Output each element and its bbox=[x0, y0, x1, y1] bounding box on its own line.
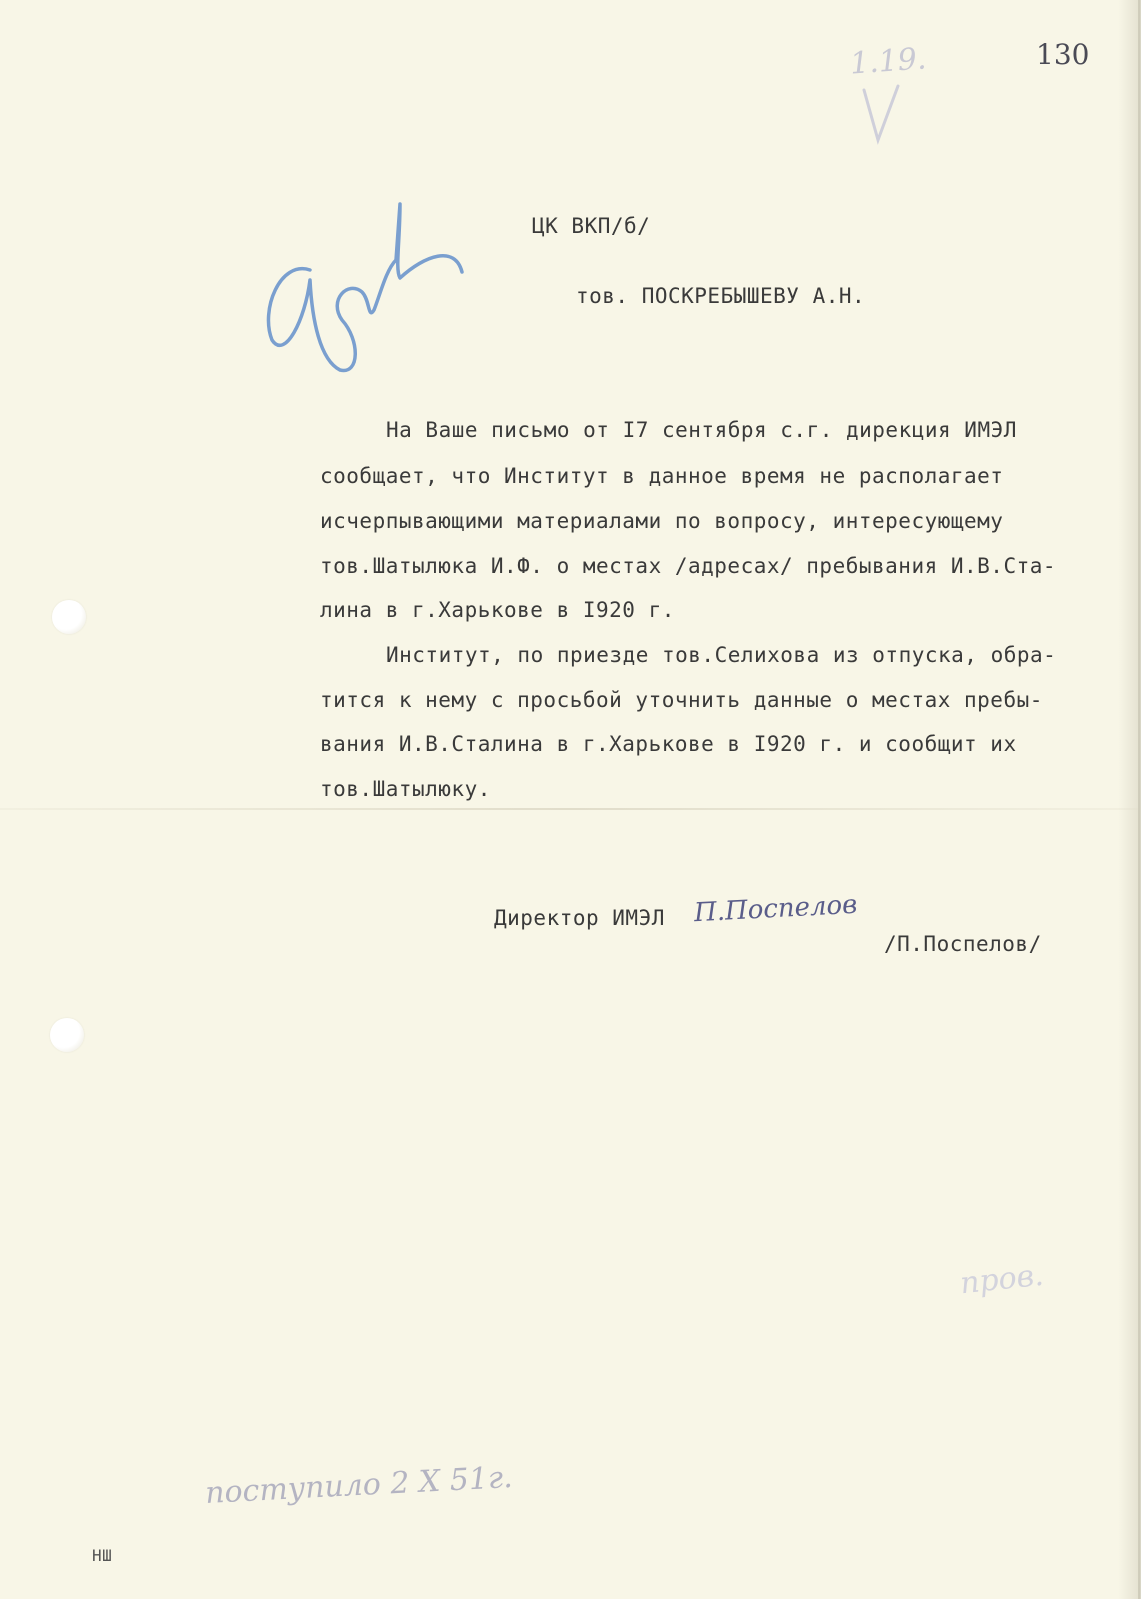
blue-pencil-resolution-scribble bbox=[250, 200, 480, 420]
addressee-name: тов. ПОСКРЕБЫШЕВУ А.Н. bbox=[576, 284, 866, 308]
body-line-9: тов.Шатылюку. bbox=[320, 777, 491, 801]
body-line-4: тов.Шатылюка И.Ф. о местах /адресах/ пребывания И.В.Ста- bbox=[320, 554, 1057, 578]
body-line-6: Институт, по приезде тов.Селихова из отпуска, обра- bbox=[386, 643, 1057, 667]
body-line-2: сообщает, что Институт в данное время не располагает bbox=[320, 464, 1004, 488]
signatory-typed-name: /П.Поспелов/ bbox=[884, 932, 1042, 956]
page-number: 130 bbox=[1036, 38, 1090, 71]
typist-initials: НШ bbox=[92, 1546, 113, 1565]
page-edge-shadow bbox=[1118, 0, 1140, 1599]
punch-hole-top bbox=[52, 600, 86, 634]
paper-fold-line bbox=[0, 808, 1138, 810]
received-note: поступило 2 X 51г. bbox=[204, 1459, 514, 1512]
body-line-7: тится к нему с просьбой уточнить данные о местах пребы- bbox=[320, 688, 1043, 712]
body-line-8: вания И.В.Сталина в г.Харькове в I920 г. и сообщит их bbox=[320, 732, 1017, 756]
addressee-organization: ЦК ВКП/б/ bbox=[532, 214, 651, 238]
archive-mark-right: пров. bbox=[958, 1257, 1046, 1302]
body-line-1: На Ваше письмо от I7 сентября с.г. дирекция ИМЭЛ bbox=[386, 418, 1017, 442]
pencil-check-mark bbox=[860, 80, 920, 150]
body-line-5: лина в г.Харькове в I920 г. bbox=[320, 598, 675, 622]
handwritten-signature: П.Поспелов bbox=[693, 889, 858, 929]
archive-mark-top: 1.19. bbox=[848, 41, 928, 82]
punch-hole-bottom bbox=[50, 1018, 84, 1052]
signatory-title: Директор ИМЭЛ bbox=[494, 906, 665, 930]
body-line-3: исчерпывающими материалами по вопросу, интересующему bbox=[320, 509, 1004, 533]
